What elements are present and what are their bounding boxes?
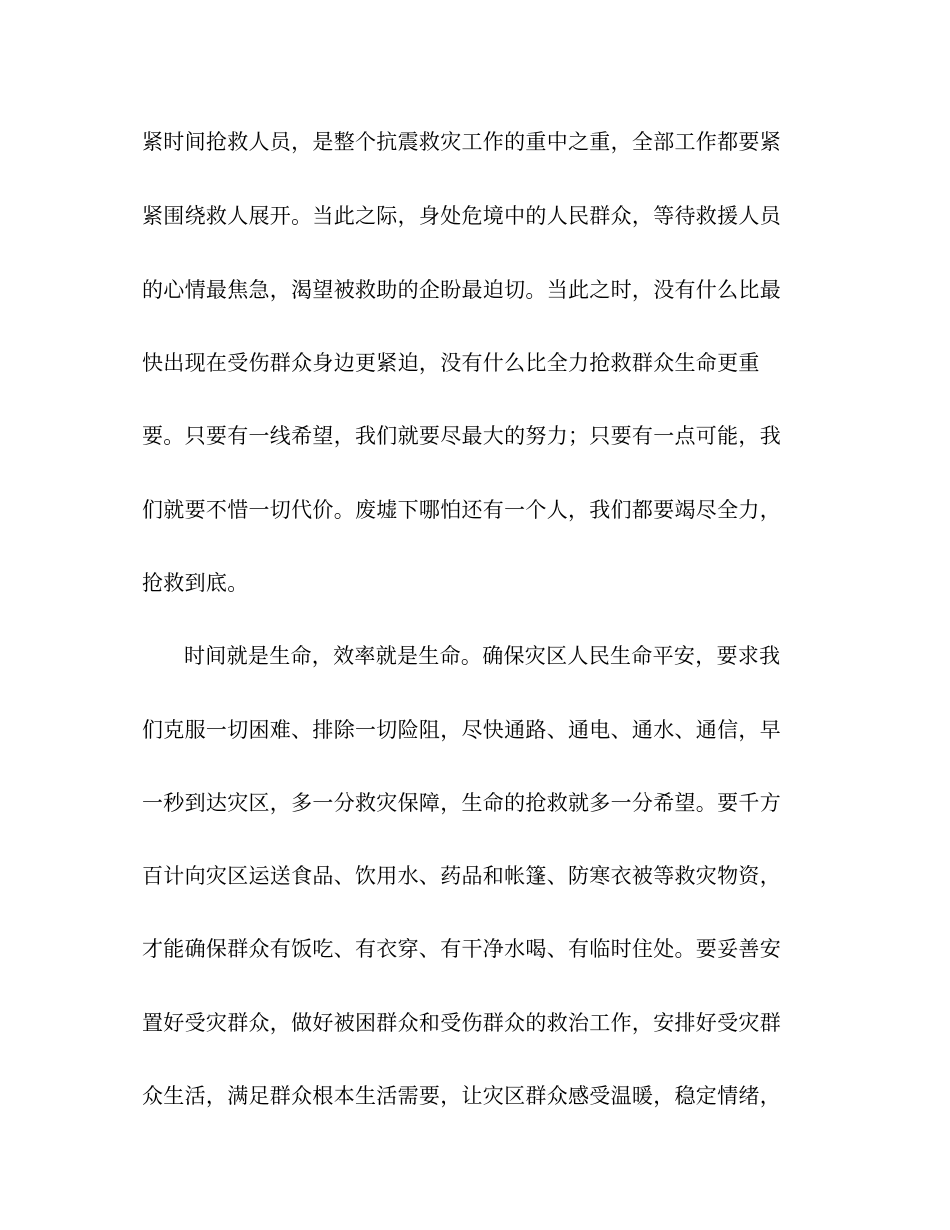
text-line: 一秒到达灾区，多一分救灾保障，生命的抢救就多一分希望。要千方 bbox=[142, 791, 781, 815]
text-line: 抢救到底。 bbox=[142, 571, 249, 595]
text-line: 们克服一切困难、排除一切险阻，尽快通路、通电、通水、通信，早 bbox=[142, 718, 781, 742]
paragraph-first-line: 时间就是生命，效率就是生命。确保灾区人民生命平安，要求我 bbox=[184, 644, 781, 668]
text-line: 们就要不惜一切代价。废墟下哪怕还有一个人，我们都要竭尽全力， bbox=[142, 498, 781, 522]
text-line: 紧时间抢救人员，是整个抗震救灾工作的重中之重，全部工作都要紧 bbox=[142, 130, 781, 154]
text-line: 紧围绕救人展开。当此之际，身处危境中的人民群众，等待救援人员 bbox=[142, 204, 781, 228]
text-line: 百计向灾区运送食品、饮用水、药品和帐篷、防寒衣被等救灾物资， bbox=[142, 864, 781, 888]
text-line: 快出现在受伤群众身边更紧迫，没有什么比全力抢救群众生命更重 bbox=[142, 351, 760, 375]
text-line: 要。只要有一线希望，我们就要尽最大的努力；只要有一点可能，我 bbox=[142, 424, 781, 448]
text-line: 置好受灾群众，做好被困群众和受伤群众的救治工作，安排好受灾群 bbox=[142, 1011, 781, 1035]
text-line: 才能确保群众有饭吃、有衣穿、有干净水喝、有临时住处。要妥善安 bbox=[142, 937, 781, 961]
text-line: 的心情最焦急，渴望被救助的企盼最迫切。当此之时，没有什么比最 bbox=[142, 278, 781, 302]
text-line: 众生活，满足群众根本生活需要，让灾区群众感受温暖，稳定情绪， bbox=[142, 1084, 781, 1108]
